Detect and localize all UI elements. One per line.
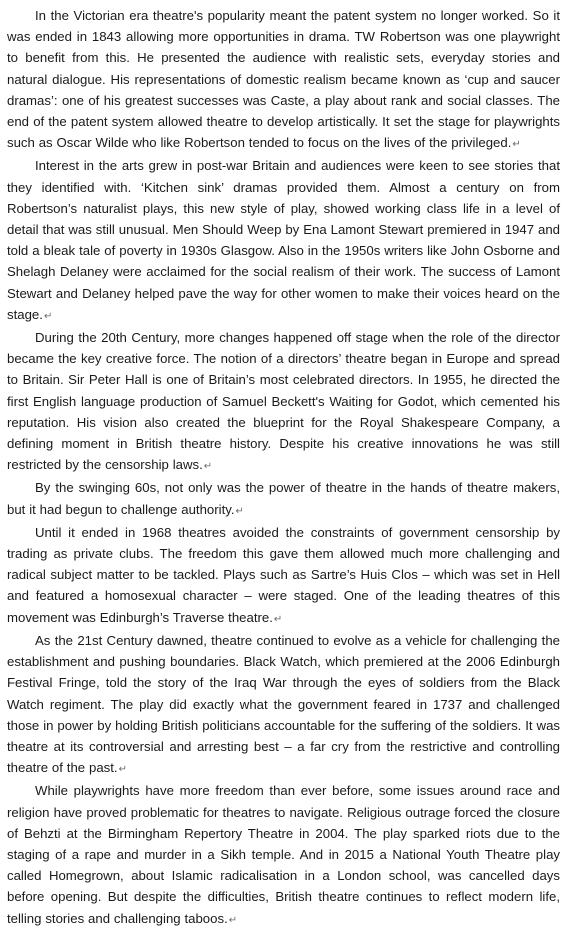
paragraph-mark-icon: ↵ [118,764,127,776]
paragraph-victorian-era [7,5,560,155]
paragraph-swinging-60s [7,477,560,521]
paragraph-post-war-britain [7,155,560,327]
paragraph-race-and-religion [7,780,560,930]
paragraph-mark-icon: ↵ [512,139,521,151]
paragraph-mark-icon: ↵ [235,505,244,517]
paragraph-text: As the 21st Century dawned, theatre continued to evolve as a vehicle for challenging the establishment and pushing boundaries. Black Watch, which premiered at the 2006 Edinburgh Festival Fringe, told the story of the Iraq War through the eyes of soldiers from the Black Watch regiment. The play did exactly what the government feared in 1737 and challenged those in power by holding British politicians accountable for the suffering of the soldiers. It was theatre at its controversial and arresting best – a far cry from the restrictive and controlling theatre of the past. [7,632,560,776]
paragraph-mark-icon: ↵ [273,613,283,625]
paragraph-text: By the swinging 60s, not only was the power of theatre in the hands of theatre makers, but it had begun to challenge authority. [7,480,560,517]
paragraph-censorship-1968 [7,522,560,630]
paragraph-21st-century [7,630,560,780]
paragraph-text: While playwrights have more freedom than ever before, some issues around race and religion have proved problematic for theatres to navigate. Religious outrage forced the closure of Behzti at the Birmingham Repertory Theatre in 2004. The play sparked riots due to the staging of a rape and murder in a Sikh temple. And in 2015 a National Youth Theatre play called Homegrown, about Islamic radicalisation in a London school, was cancelled days before opening. But despite the difficulties, British theatre continues to reflect modern life, telling stories and challenging taboos. [7,783,560,926]
paragraph-text: Interest in the arts grew in post-war Britain and audiences were keen to see stories that they identified with. ‘Kitchen sink’ dramas provided them. Almost a century on from Robertson’s naturalist plays, this new style of play, showed working class life in a level of detail that was still unusual. Men Should Weep by Ena Lamont Stewart premiered in 1947 and told a bleak tale of poverty in 1930s Glasgow. Also in the 1950s writers like John Osborne and Shelagh Delaney were acclaimed for the social realism of their work. The success of Lamont Stewart and Delaney helped pave the way for other women to make their voices heard on the stage. [7,158,560,322]
paragraph-text: In the Victorian era theatre's popularity meant the patent system no longer worked. So it was ended in 1843 allowing more opportunities in drama. TW Robertson was one playwright to benefit from this. He presented the audience with realistic sets, everyday stories and natural dialogue. His representations of domestic realism became known as ‘cup and saucer dramas’: one of his greatest successes was Caste, a play about rank and social classes. The end of the patent system allowed theatre to develop artistically. It set the stage for playwrights such as Oscar Wilde who like Robertson tended to focus on the lives of the privileged. [7,8,560,151]
paragraph-20th-century-directors [7,327,560,477]
paragraph-mark-icon: ↵ [43,310,53,322]
paragraph-mark-icon: ↵ [228,914,238,926]
paragraph-text: Until it ended in 1968 theatres avoided the constraints of government censorship by trading as private clubs. The freedom this gave them allowed much more challenging and radical subject matter to be tackled. Plays such as Sartre’s Huis Clos – which was set in Hell and featured a homosexual character – were staged. One of the leading theatres of this movement was Edinburgh’s Traverse theatre. [7,524,560,625]
paragraph-mark-icon: ↵ [203,461,213,473]
paragraph-text: During the 20th Century, more changes happened off stage when the role of the director became the key creative force. The notion of a directors’ theatre began in Europe and spread to Britain. Sir Peter Hall is one of Britain’s most celebrated directors. In 1955, he directed the first English language production of Samuel Beckett's Waiting for Godot, which cemented his reputation. His vision also created the blueprint for the Royal Shakespeare Company, a defining moment in British theatre history. Despite his creative innovations he was still restricted by the censorship laws. [7,330,560,473]
